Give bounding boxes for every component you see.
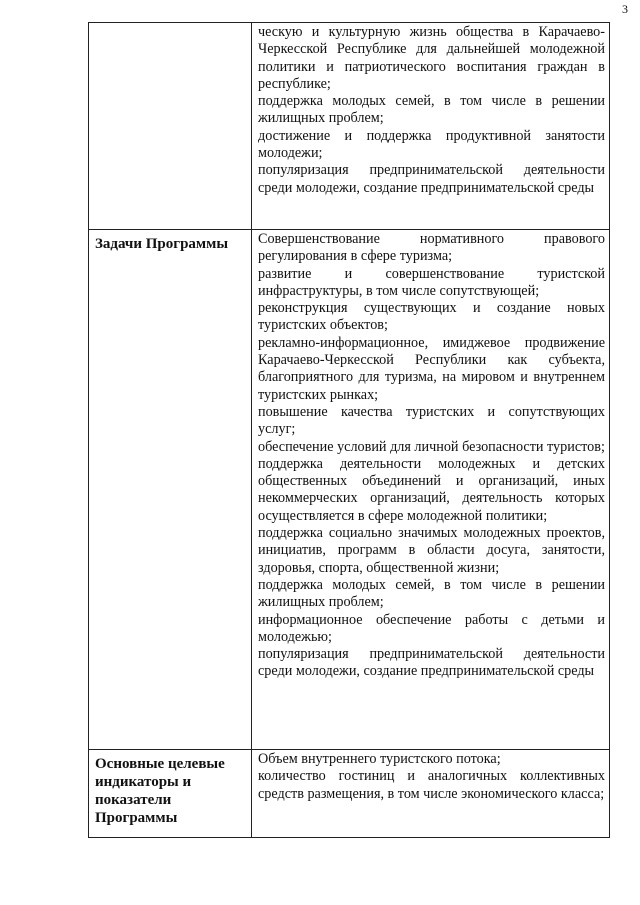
list-item: информационное обеспечение работы с детьми и молодежью; bbox=[258, 611, 605, 645]
list-item: достижение и поддержка продуктивной занятости молодежи; bbox=[258, 127, 605, 162]
list-item: Совершенствование нормативного правового регулирования в сфере туризма; bbox=[258, 231, 605, 265]
list-item: количество гостиниц и аналогичных коллективных средств размещения, в том числе экономического класса; bbox=[258, 768, 605, 802]
list-item: популяризация предпринимательской деятельности среди молодежи, создание предпринимательской среды bbox=[258, 646, 605, 680]
list-item: поддержка молодых семей, в том числе в решении жилищных проблем; bbox=[258, 93, 605, 127]
table-row bbox=[89, 750, 610, 838]
list-item: реконструкция существующих и создание новых туристских объектов; bbox=[258, 300, 605, 334]
table-row bbox=[89, 230, 610, 750]
program-passport-table bbox=[88, 22, 610, 838]
table-row bbox=[89, 23, 610, 230]
list-item: ческую и культурную жизнь общества в Карачаево-Черкесской Республике для дальнейшей молодежной политики и патриотического воспитания граждан в республике; bbox=[258, 24, 605, 92]
list-item: повышение качества туристских и сопутствующих услуг; bbox=[258, 403, 605, 438]
list-item: Объем внутреннего туристского потока; bbox=[258, 751, 501, 767]
list-item: поддержка деятельности молодежных и детских общественных объединений и организаций, иных некоммерческих организаций, деятельность которых осуществляется в сфере молодежной политики; bbox=[258, 455, 605, 524]
row-content bbox=[252, 750, 610, 838]
list-item: обеспечение условий для личной безопасности туристов; bbox=[258, 438, 605, 455]
row-label: Задачи Программы bbox=[89, 230, 252, 750]
list-item: развитие и совершенствование туристской инфраструктуры, в том числе сопутствующей; bbox=[258, 265, 605, 299]
list-item: популяризация предпринимательской деятельности среди молодежи, создание предпринимательской среды bbox=[258, 162, 605, 196]
row-label bbox=[89, 23, 252, 230]
row-label: Основные целевые индикаторы и показатели Программы bbox=[89, 750, 252, 838]
list-item: рекламно-информационное, имиджевое продвижение Карачаево-Черкесской Республики как субъекта, благоприятного для туризма, на мировом и внутреннем туристских рынках; bbox=[258, 334, 605, 403]
list-item: поддержка молодых семей, в том числе в решении жилищных проблем; bbox=[258, 576, 605, 611]
page-number: 3 bbox=[622, 2, 628, 16]
row-content bbox=[252, 230, 610, 750]
row-content bbox=[252, 23, 610, 230]
list-item: поддержка социально значимых молодежных проектов, инициатив, программ в области досуга, занятости, здоровья, спорта, общественной жизни; bbox=[258, 525, 605, 576]
